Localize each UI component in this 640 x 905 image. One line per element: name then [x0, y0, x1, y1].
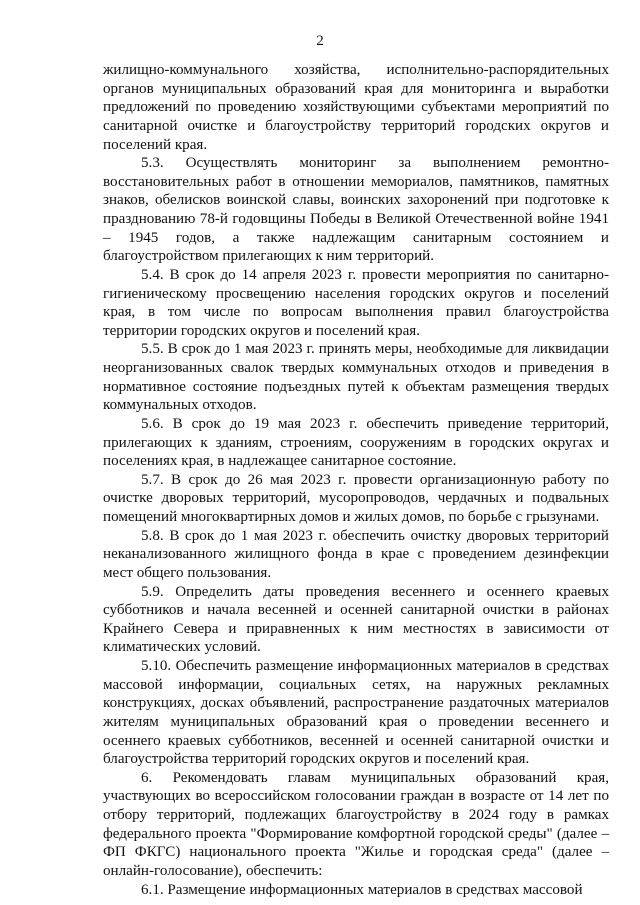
paragraph-5-4: 5.4. В срок до 14 апреля 2023 г. провести мероприятия по санитарно-гигиеническому просвещению населения городских округов и поселений края, в том числе по вопросам выполнения правил благоустройства территории городских округов и поселений края. — [103, 266, 609, 339]
paragraph-6-1: 6.1. Размещение информационных материалов в средствах массовой — [141, 881, 583, 898]
paragraph-6: 6. Рекомендовать главам муниципальных образований края, участвующих во всероссийском голосовании граждан в возрасте от 14 лет по отбору территорий, подлежащих благоустройству в 2024 году в рамках федерального проекта "Формирование комфортной городской среды" (далее – ФП ФКГС) национального проекта "Жилье и городская среда" (далее – онлайн-голосование), обеспечить: — [103, 769, 609, 879]
paragraph-5-7: 5.7. В срок до 26 мая 2023 г. провести организационную работу по очистке дворовых территорий, мусоропроводов, чердачных и подвальных помещений многоквартирных домов и жилых домов, по борьбе с грызунами. — [103, 471, 609, 525]
paragraph-5-6: 5.6. В срок до 19 мая 2023 г. обеспечить приведение территорий, прилегающих к зданиям, строениям, сооружениям в городских округах и поселениях края, в надлежащее санитарное состояние. — [103, 415, 609, 470]
paragraph-5-5: 5.5. В срок до 1 мая 2023 г. принять меры, необходимые для ликвидации неорганизованных свалок твердых коммунальных отходов и приведения в нормативное состояние подъездных путей к объектам размещения твердых коммунальных отходов. — [103, 341, 609, 414]
paragraph-5-3: 5.3. Осуществлять мониторинг за выполнением ремонтно-восстановительных работ в отношении мемориалов, памятников, памятных знаков, обелисков воинской славы, воинских захоронений при подготовке к празднованию 78-й годовщины Победы в Великой Отечественной войне 1941 – 1945 годов, а также надлежащим санитарным состоянием и благоустройством прилегающих к ним территорий. — [103, 155, 609, 265]
paragraph-5-10: 5.10. Обеспечить размещение информационных материалов в средствах массовой информации, социальных сетях, на наружных рекламных конструкциях, досках объявлений, распространение раздаточных материалов жителям муниципальных образований края о проведении весеннего и осеннего краевых субботников, весенней и осенней санитарной очистки и благоустройства территорий городских округов и поселений края. — [103, 658, 609, 768]
page-number: 2 — [316, 33, 324, 49]
document-body — [103, 61, 609, 899]
paragraph-continuation: жилищно-коммунального хозяйства, исполнительно-распорядительных органов муниципальных образований края для мониторинга и выработки предложений по проведению хозяйствующими субъектами мероприятий по санитарной очистке и благоустройству территорий городских округов и поселений края. — [103, 62, 609, 153]
paragraph-5-9: 5.9. Определить даты проведения весеннего и осеннего краевых субботников и начала весенней и осенней санитарной очистки в районах Крайнего Севера и приравненных к ним местностях в зависимости от климатических условий. — [103, 583, 609, 656]
paragraph-5-8: 5.8. В срок до 1 мая 2023 г. обеспечить очистку дворовых территорий неканализованного жилищного фонда в крае с проведением дезинфекции мест общего пользования. — [103, 527, 609, 581]
